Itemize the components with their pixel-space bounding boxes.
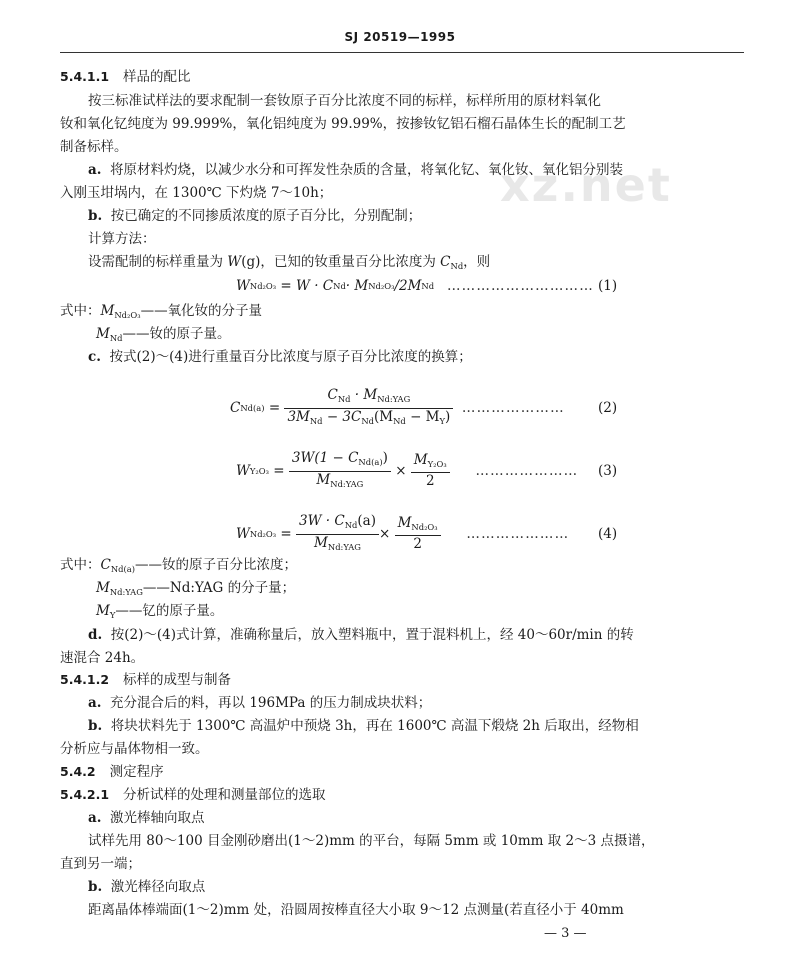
list-item-b: b. 将块状料先于 1300℃ 高温炉中预烧 3h，再在 1600℃ 高温下煅烧 2h 后取出，经物相	[88, 718, 639, 734]
section-heading-5-4-1-1: 5.4.1.1 样品的配比	[60, 69, 191, 85]
equation-number-1: (1)	[598, 278, 618, 294]
list-item-a: a. 充分混合后的料，再以 196MPa 的压力制成块状料；	[88, 695, 432, 711]
paragraph-line: 钕和氧化钇纯度为 99.999%，氧化铝纯度为 99.99%，按掺钕钇铝石榴石晶体生长的配制工艺	[60, 116, 626, 132]
list-item-d: d. 按(2)～(4)式计算，准确称量后，放入塑料瓶中，置于混料机上，经 40～60r/min 的转	[88, 627, 634, 643]
paragraph-line: 按三标准试样法的要求配制一套钕原子百分比浓度不同的标样，标样所用的原材料氧化	[88, 93, 601, 109]
list-item-b-cont: 分析应与晶体物相一致。	[60, 741, 209, 757]
equation-number-3: (3)	[598, 463, 618, 479]
list-item-d-cont: 速混合 24h。	[60, 650, 145, 666]
equation-number-2: (2)	[598, 400, 618, 416]
where-clause-2: 式中：$C_{Nd(a)}——$钕的原子百分比浓度；	[60, 557, 298, 574]
watermark: xz.net	[500, 158, 672, 212]
calc-method-text: 设需配制的标样重量为 W(g)，已知的钕重量百分比浓度为 $C_{Nd}$，则	[88, 254, 491, 271]
where-clause-2-item: $M_{Nd:YAG}——Nd:YAG$ 的分子量；	[96, 580, 296, 597]
document-code-header: SJ 20519—1995	[344, 30, 456, 44]
equation-number-4: (4)	[598, 526, 618, 542]
equation-4: W Nd₂O₃ = $\frac{3W \cdot C_{Nd}(a)}{M_{Nd:YAG}}$ × $\frac{M_{Nd_2O_3}}{2}$ …………………	[236, 514, 569, 554]
where-clause-2-item: $M_Y——$钇的原子量。	[96, 603, 224, 620]
equation-2: C Nd(a) = $\frac{C_{Nd} \cdot M_{Nd:YAG}}{3M_{Nd} - 3C_{Nd}(M_{Nd} - M_Y)}$ …………………	[230, 388, 565, 428]
fraction: $\frac{3W(1 - C_{Nd(a)})}{M_{Nd:YAG}}$	[289, 450, 391, 493]
fraction: $\frac{M_{Y_2O_3}}{2}$	[411, 452, 450, 491]
where-clause-1-item: $M_{Nd}——$钕的原子量。	[96, 326, 231, 343]
equation-1: W Nd₂O₃ = W · C Nd · M Nd₂O₃ /2M Nd …………………………	[236, 278, 594, 294]
list-item-a: a. 激光棒轴向取点	[88, 810, 205, 826]
section-heading-5-4-2-1: 5.4.2.1 分析试样的处理和测量部位的选取	[60, 787, 326, 803]
list-item-b: b. 按已确定的不同掺质浓度的原子百分比，分别配制；	[88, 208, 422, 224]
paragraph-line: 直到另一端；	[60, 856, 141, 872]
list-item-b: b. 激光棒径向取点	[88, 879, 206, 895]
fraction: $\frac{C_{Nd} \cdot M_{Nd:YAG}}{3M_{Nd} - 3C_{Nd}(M_{Nd} - M_Y)}$	[284, 387, 453, 430]
list-item-a-cont: 入刚玉坩埚内，在 1300℃ 下灼烧 7～10h；	[60, 185, 333, 201]
page-number: — 3 —	[544, 926, 587, 941]
list-item-c: c. 按式(2)～(4)进行重量百分比浓度与原子百分比浓度的换算；	[88, 349, 472, 365]
list-item-a: a. 将原材料灼烧，以减少水分和可挥发性杂质的含量，将氧化钇、氧化钕、氧化铝分别装	[88, 162, 624, 178]
equation-3: W Y₂O₃ = $\frac{3W(1 - C_{Nd(a)})}{M_{Nd:YAG}}$ × $\frac{M_{Y_2O_3}}{2}$ …………………	[236, 451, 578, 491]
fraction: $\frac{M_{Nd_2O_3}}{2}$	[395, 515, 441, 554]
where-clause-1: 式中：$M_{Nd_2O_3}——$氧化钕的分子量	[60, 303, 263, 320]
header-rule	[60, 52, 744, 53]
paragraph-line: 试样先用 80～100 目金刚砂磨出(1～2)mm 的平台，每隔 5mm 或 10mm 取 2～3 点摄谱，	[88, 833, 655, 849]
section-heading-5-4-1-2: 5.4.1.2 标样的成型与制备	[60, 672, 232, 688]
paragraph-line: 距离晶体棒端面(1～2)mm 处，沿圆周按棒直径大小取 9～12 点测量(若直径小于 40mm	[88, 902, 624, 918]
fraction: $\frac{3W \cdot C_{Nd}(a)}{M_{Nd:YAG}}$	[296, 513, 379, 556]
section-heading-5-4-2: 5.4.2 测定程序	[60, 764, 164, 780]
calc-method-label: 计算方法：	[88, 231, 156, 247]
paragraph-line: 制备标样。	[60, 139, 128, 155]
